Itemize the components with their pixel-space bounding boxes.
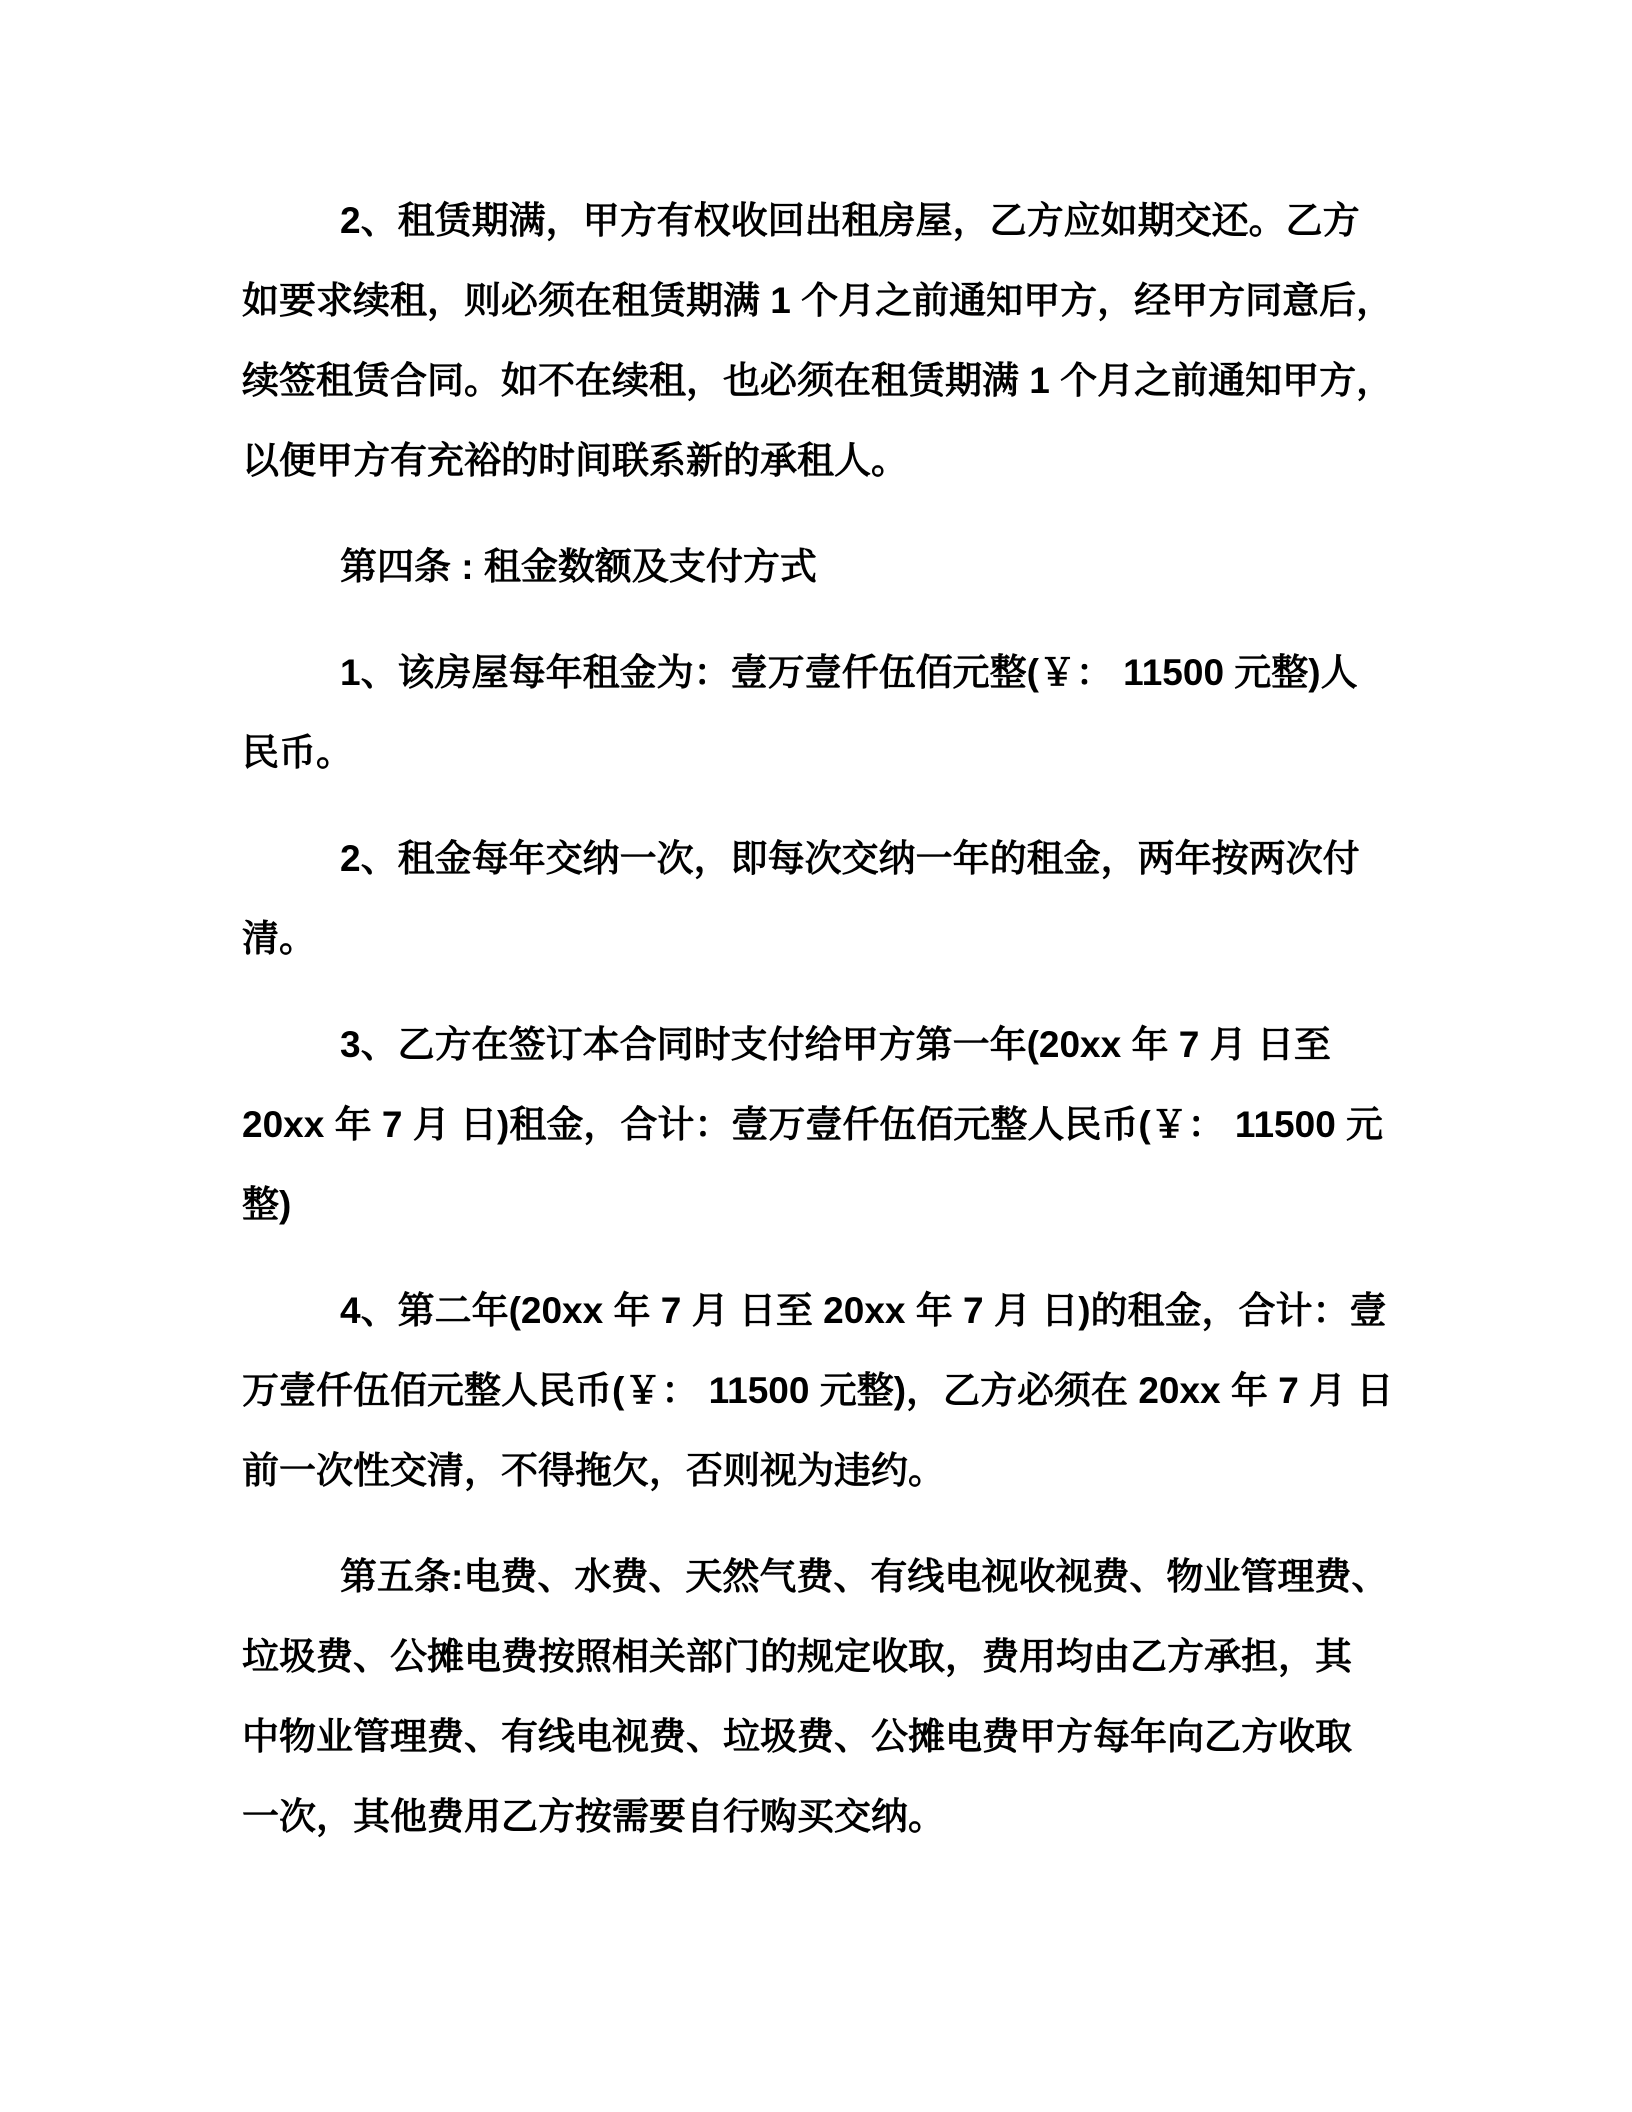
text-line: 民币。	[242, 732, 353, 773]
text-line: 第五条:电费、水费、天然气费、有线电视收视费、物业管理费、	[340, 1556, 1389, 1597]
text-line: 清。	[242, 918, 316, 959]
text-line: 整)	[242, 1184, 292, 1225]
document-body	[242, 181, 1412, 1883]
heading-line: 第四条 : 租金数额及支付方式	[340, 546, 817, 587]
clause-4-heading	[242, 527, 1412, 607]
text-line: 20xx 年 7 月 日)租金，合计：壹万壹仟伍佰元整人民币(￥： 11500 元	[242, 1104, 1384, 1145]
text-line: 1、该房屋每年租金为：壹万壹仟伍佰元整(￥： 11500 元整)人	[340, 652, 1358, 693]
text-line: 2、租金每年交纳一次，即每次交纳一年的租金，两年按两次付	[340, 838, 1360, 879]
text-line: 一次，其他费用乙方按需要自行购买交纳。	[242, 1796, 945, 1837]
clause-4-item-2-paragraph	[242, 819, 1412, 979]
clause-4-item-3-paragraph	[242, 1005, 1412, 1245]
clause-5-paragraph	[242, 1537, 1412, 1857]
text-line: 3、乙方在签订本合同时支付给甲方第一年(20xx 年 7 月 日至	[340, 1024, 1331, 1065]
text-line: 续签租赁合同。如不在续租，也必须在租赁期满 1 个月之前通知甲方，	[242, 360, 1394, 401]
text-line: 如要求续租，则必须在租赁期满 1 个月之前通知甲方，经甲方同意后，	[242, 280, 1394, 321]
text-line: 以便甲方有充裕的时间联系新的承租人。	[242, 440, 908, 481]
text-line: 垃圾费、公摊电费按照相关部门的规定收取，费用均由乙方承担，其	[242, 1636, 1352, 1677]
clause-3-item-2-paragraph	[242, 181, 1412, 501]
text-line: 4、第二年(20xx 年 7 月 日至 20xx 年 7 月 日)的租金，合计：壹	[340, 1290, 1387, 1331]
clause-4-item-1-paragraph	[242, 633, 1412, 793]
text-line: 中物业管理费、有线电视费、垃圾费、公摊电费甲方每年向乙方收取	[242, 1716, 1352, 1757]
clause-4-item-4-paragraph	[242, 1271, 1412, 1511]
text-line: 2、租赁期满，甲方有权收回出租房屋，乙方应如期交还。乙方	[340, 200, 1360, 241]
text-line: 万壹仟伍佰元整人民币(￥： 11500 元整)，乙方必须在 20xx 年 7 月 日	[242, 1370, 1394, 1411]
text-line: 前一次性交清，不得拖欠，否则视为违约。	[242, 1450, 945, 1491]
